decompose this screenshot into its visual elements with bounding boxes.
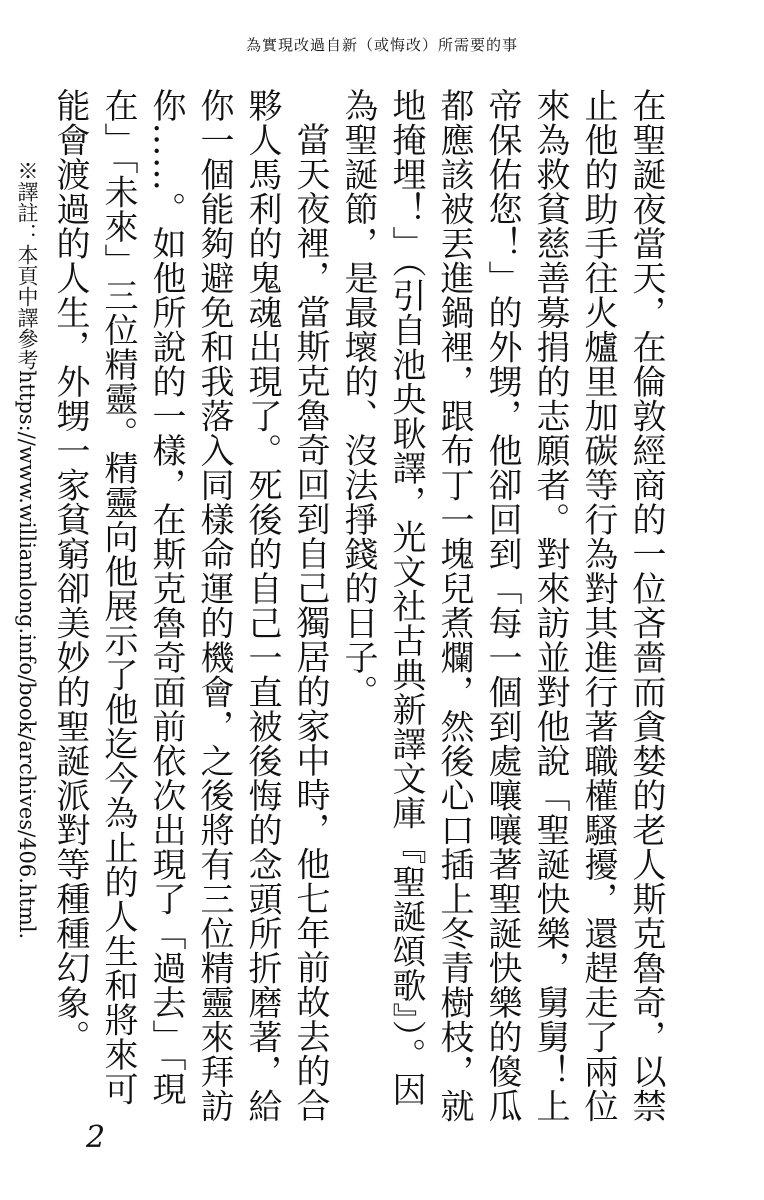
translator-footnote: ※譯註：本頁中譯參考https://www.williamlong.info/book/archives/406.html. <box>15 160 39 940</box>
paragraph-2: 當天夜裡，當斯克魯奇回到自己獨居的家中時，他七年前故去的合夥人馬利的鬼魂出現了。死後的自己一直被後悔的念頭所折磨著，給你一個能夠避免和我落入同樣命運的機會，之後將有三位精靈來拜訪你……。如他所說的一樣，在斯克魯奇面前依次出現了「過去」「現在」「未來」三位精靈。精靈向他展示了他迄今為止的人生和將來可能會渡過的人生，外甥一家貧窮卻美妙的聖誕派對等種種幻象。 <box>50 88 330 1123</box>
page-number: 2 <box>86 1120 106 1155</box>
paragraph-1: 在聖誕夜當天，在倫敦經商的一位吝嗇而貪婪的老人斯克魯奇，以禁止他的助手往火爐里加碳等行為對其進行著職權騷擾，還趕走了兩位來為救貧慈善募捐的志願者。對來訪並對他說「聖誕快樂，舅舅！上帝保佑您！」的外甥，他卻回到「每一個到處嚷嚷著聖誕快樂的傻瓜都應該被丟進鍋裡，跟布丁一塊兒煮爛，然後心口插上冬青樹枝，就地掩埋！」（引自池央耿譯，光文社古典新譯文庫『聖誕頌歌』）。因為聖誕節，是最壞的、沒法掙錢的日子。 <box>338 88 666 1123</box>
running-header: 為實現改過自新（或悔改）所需要的事 <box>245 36 518 54</box>
body-text <box>46 88 670 1128</box>
